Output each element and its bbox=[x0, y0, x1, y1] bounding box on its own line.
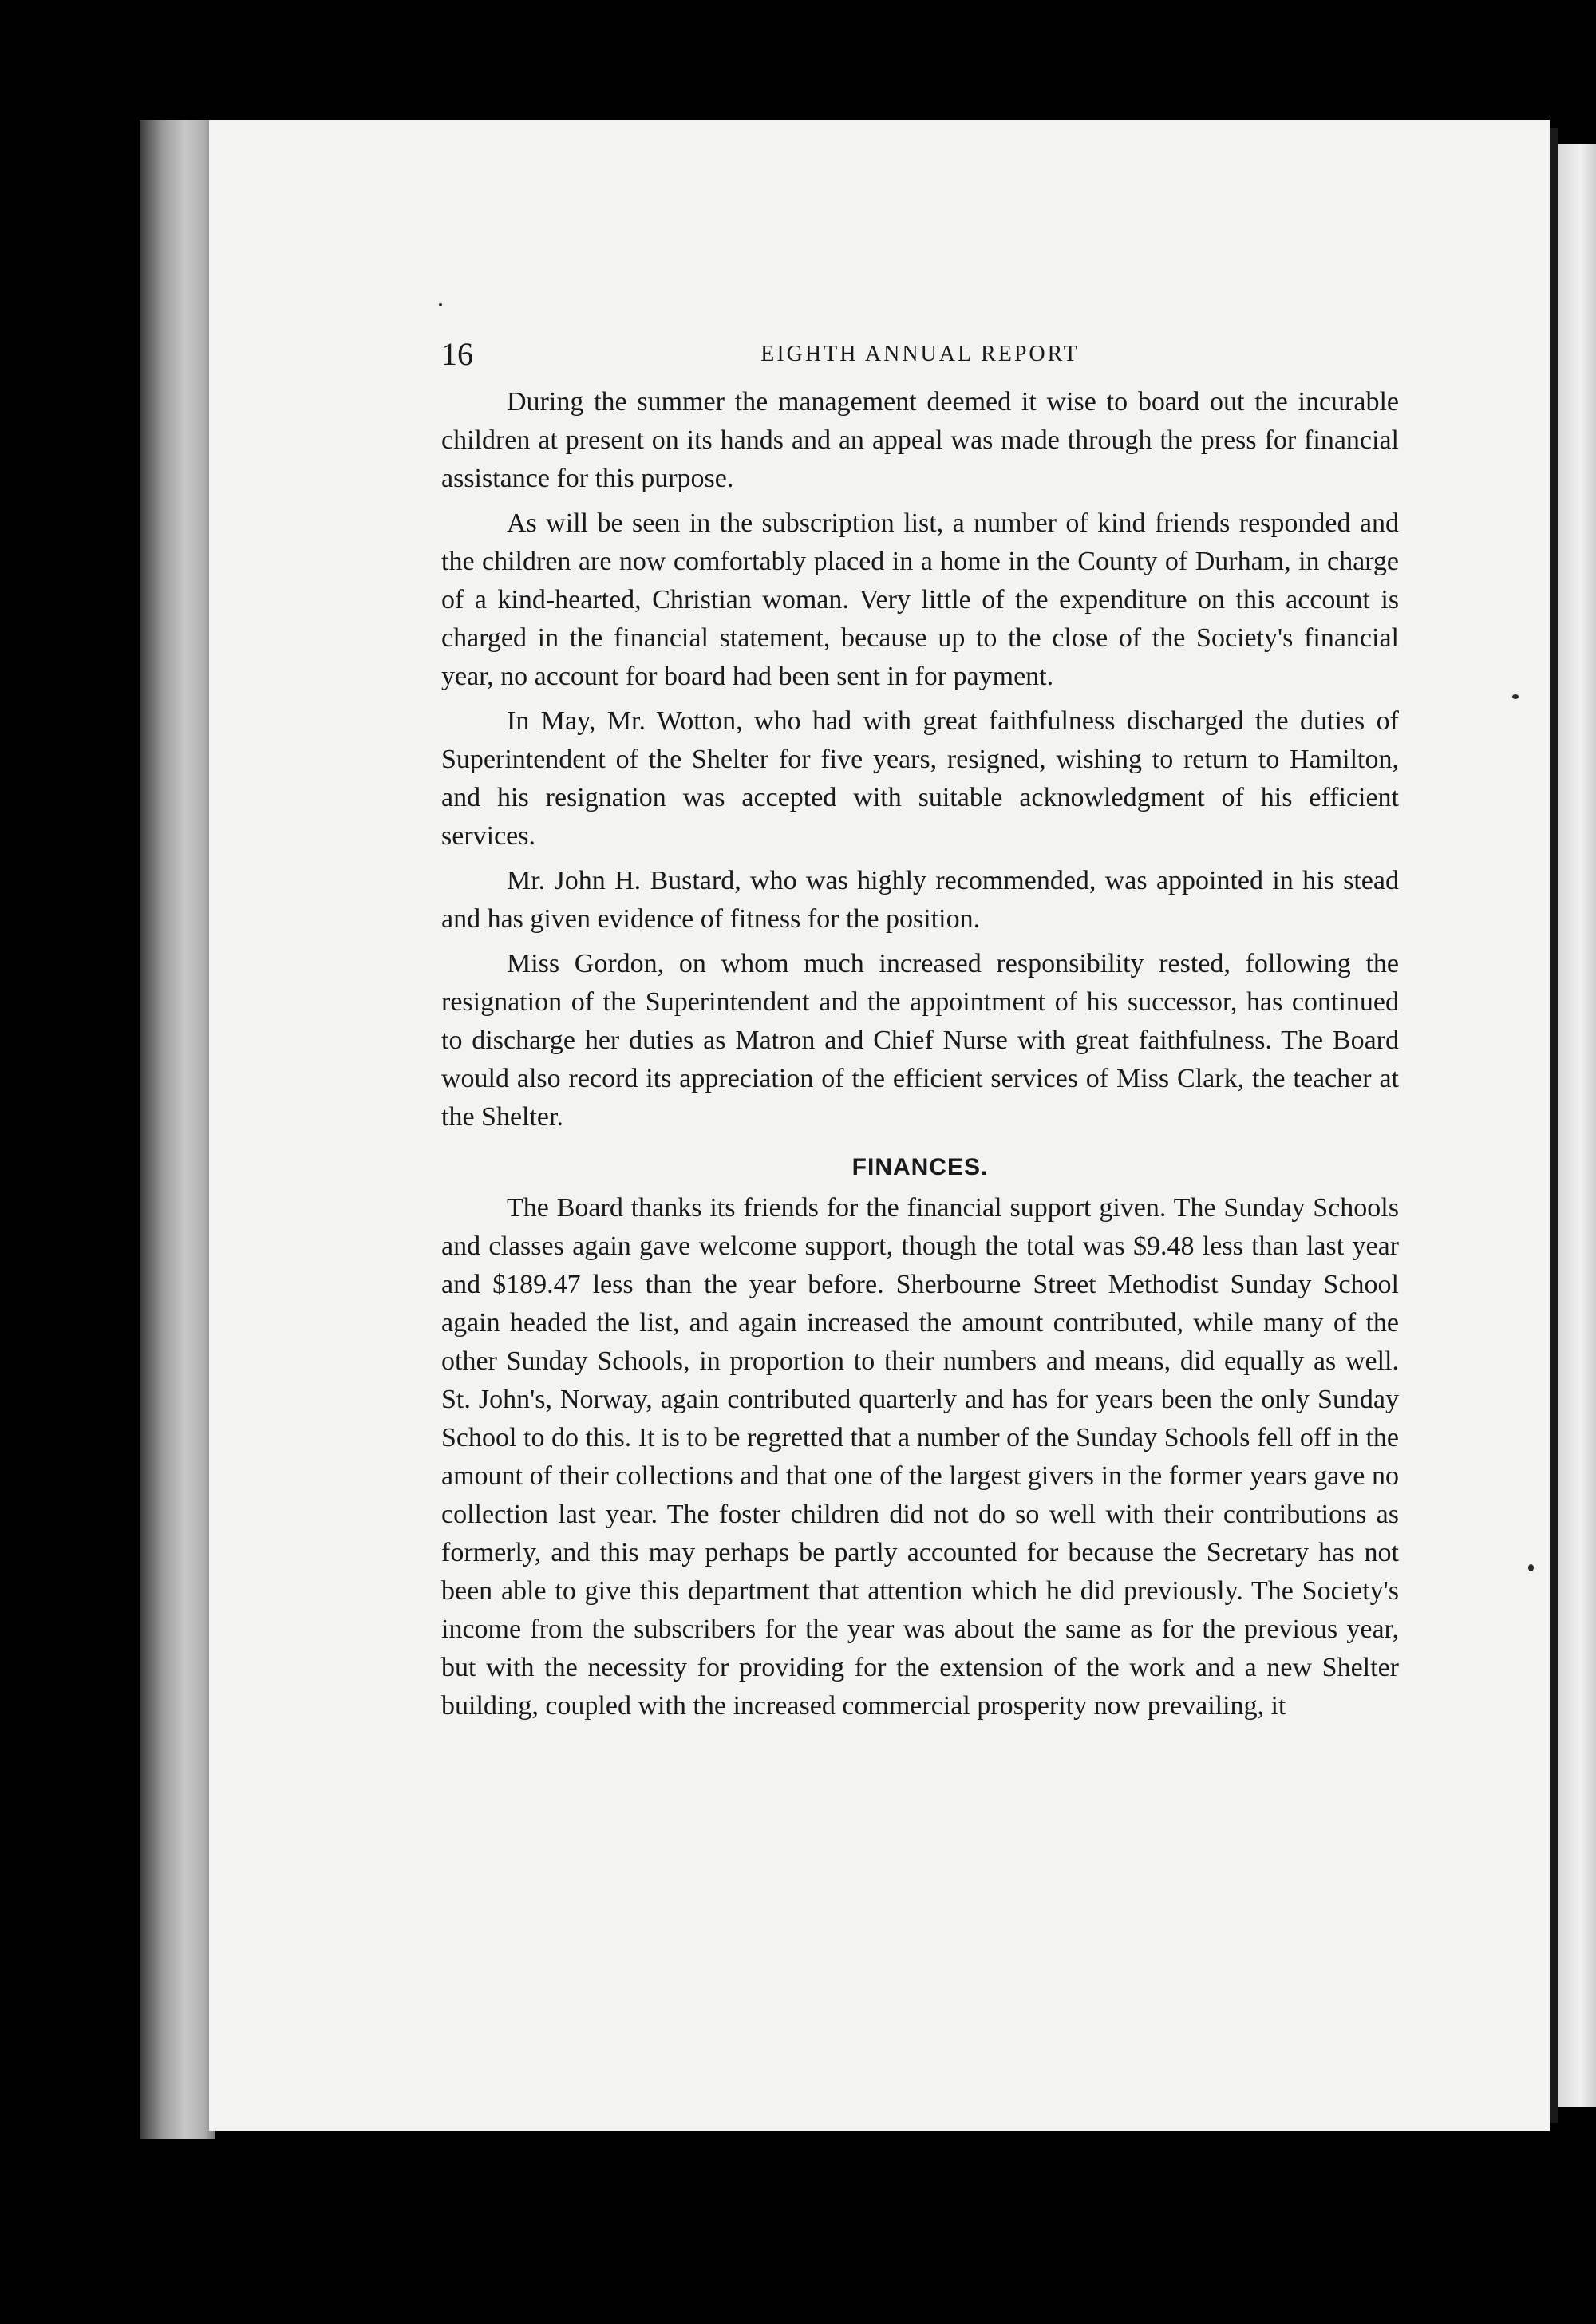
paragraph-boarding: During the summer the management deemed it wise to board out the incurable children at present on its hands and an appeal was made through the press for financial assistance for this purpose. bbox=[441, 387, 1399, 493]
facing-page-edge bbox=[1558, 144, 1596, 2107]
scan-speck bbox=[1528, 1564, 1534, 1571]
paragraph-subscription: As will be seen in the subscription list, a number of kind friends responded and the children are now comfortably placed in a home in the County of Durham, in charge of a kind-hearted, Christian woman. Very little of the expenditure on this account is charged in the financial statement, because up to the close of the Society's financial year, no account for board had been sent in for payment. bbox=[441, 508, 1399, 691]
report-title: EIGHTH ANNUAL REPORT bbox=[760, 342, 1080, 366]
paragraph-finances: The Board thanks its friends for the financial support given. The Sunday Schools and classes again gave welcome support, though the total was $9.48 less than last year and $189.47 less than the year before. Sherbourne Street Methodist Sunday School again headed the list, and again increased the amount contributed, while many of the other Sunday Schools, in proportion to their numbers and means, did equally as well. St. John's, Norway, again contributed quarterly and has for years been the only Sunday School to do this. It is to be regretted that a number of the Sunday Schools fell off in the amount of their collections and that one of the largest givers in the former years gave no collection last year. The foster children did not do so well with their contributions as formerly, and this may perhaps be partly accounted for because the Secretary has not been able to give this department that attention which he did previously. The Society's income from the subscribers for the year was about the same as for the previous year, but with the necessity for providing for the extension of the work and a new Shelter building, coupled with the increased commercial prosperity now prevailing, it bbox=[441, 1193, 1399, 1721]
paragraph-superintendent-resignation: In May, Mr. Wotton, who had with great faithfulness discharged the duties of Superintendent of the Shelter for five years, resigned, wishing to return to Hamilton, and his resignation was accepted with suitable acknowledgment of his efficient services. bbox=[441, 706, 1399, 851]
scan-speck bbox=[439, 303, 442, 306]
paragraph-matron: Miss Gordon, on whom much increased responsibility rested, following the resignation of the Superintendent and the appointment of his successor, has continued to discharge her duties as Matron and Chief Nurse with great faithfulness. The Board would also record its appreciation of the efficient services of Miss Clark, the teacher at the Shelter. bbox=[441, 949, 1399, 1132]
book-spine-edge bbox=[140, 120, 215, 2139]
running-head bbox=[441, 335, 1399, 383]
paragraph-new-superintendent: Mr. John H. Bustard, who was highly recommended, was appointed in his stead and has given evidence of fitness for the position. bbox=[441, 866, 1399, 934]
page-number: 16 bbox=[441, 336, 473, 372]
finances-heading: FINANCES. bbox=[851, 1154, 989, 1180]
scan-speck bbox=[1512, 694, 1519, 699]
page-shadow-edge bbox=[1550, 128, 1558, 2123]
page-content bbox=[441, 335, 1399, 1725]
